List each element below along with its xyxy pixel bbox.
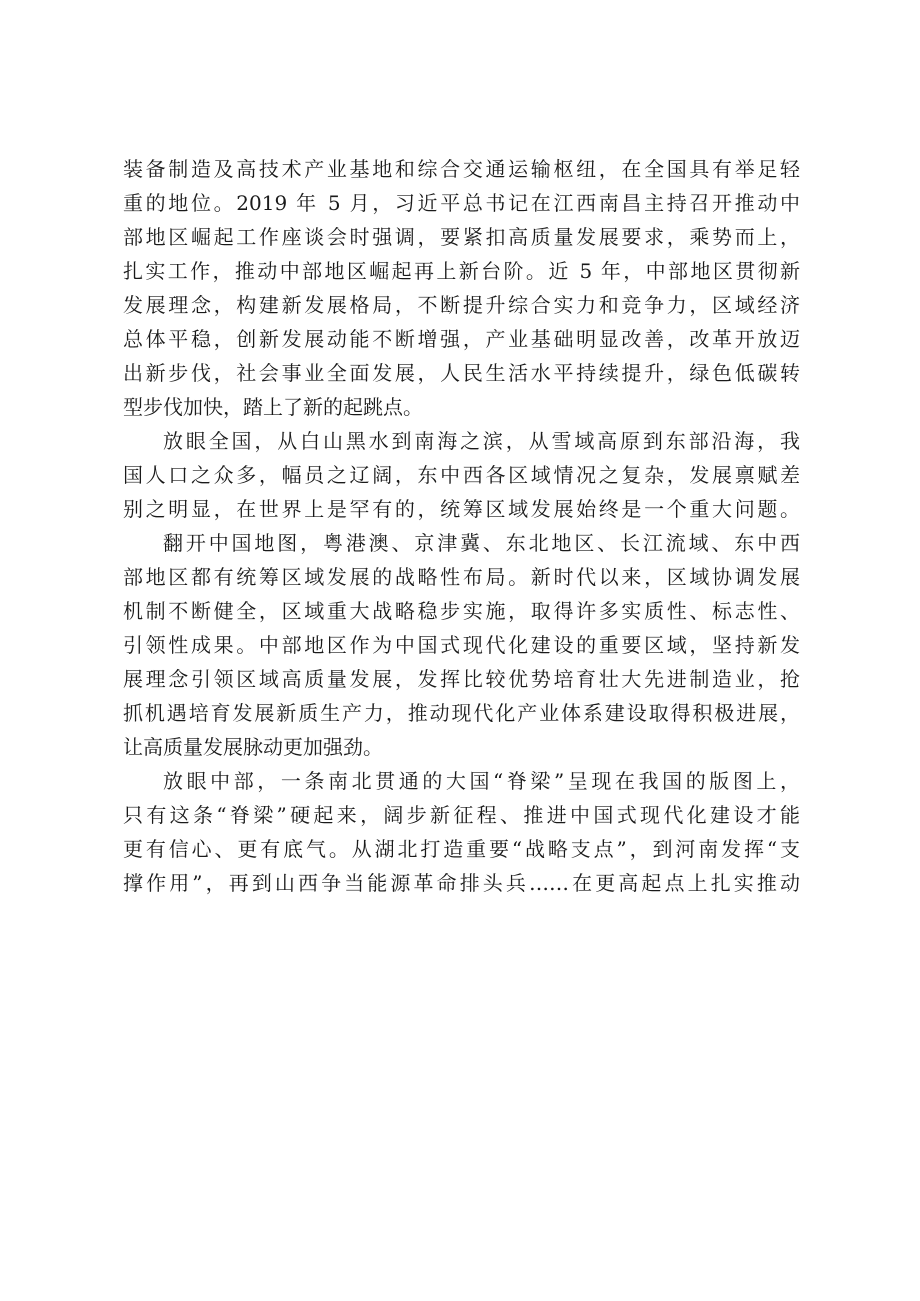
- text-line: 发展理念，构建新发展格局，不断提升综合实力和竞争力，区域经济: [123, 293, 800, 317]
- paragraph-1: [123, 152, 800, 424]
- text-line: 让高质量发展脉动更加强劲。: [123, 735, 383, 759]
- text-line: 总体平稳，创新发展动能不断增强，产业基础明显改善，改革开放迈: [123, 327, 800, 351]
- text-line: 装备制造及高技术产业基地和综合交通运输枢纽，在全国具有举足轻: [123, 157, 800, 181]
- text-line: 引领性成果。中部地区作为中国式现代化建设的重要区域，坚持新发: [123, 633, 800, 657]
- text-line: 展理念引领区域高质量发展，发挥比较优势培育壮大先进制造业，抢: [123, 667, 800, 691]
- text-line: 国人口之众多，幅员之辽阔，东中西各区域情况之复杂，发展禀赋差: [123, 463, 800, 487]
- text-line: 更有信心、更有底气。从湖北打造重要“战略支点”，到河南发挥“支: [123, 837, 800, 861]
- text-line: 抓机遇培育发展新质生产力，推动现代化产业体系建设取得积极进展，: [123, 701, 800, 725]
- text-line: 撑作用”，再到山西争当能源革命排头兵……在更高起点上扎实推动: [123, 871, 800, 895]
- text-line: 翻开中国地图，粤港澳、京津冀、东北地区、长江流域、东中西: [163, 531, 800, 555]
- text-line: 出新步伐，社会事业全面发展，人民生活水平持续提升，绿色低碳转: [123, 361, 800, 385]
- text-line: 只有这条“脊梁”硬起来，阔步新征程、推进中国式现代化建设才能: [123, 803, 800, 827]
- text-line: 放眼中部，一条南北贯通的大国“脊梁”呈现在我国的版图上，: [163, 769, 800, 793]
- text-line: 部地区崛起工作座谈会时强调，要紧扣高质量发展要求，乘势而上，: [123, 225, 800, 249]
- paragraph-4: [123, 764, 800, 900]
- text-line: 放眼全国，从白山黑水到南海之滨，从雪域高原到东部沿海，我: [163, 429, 800, 453]
- body-text: [123, 152, 800, 900]
- text-line: 扎实工作，推动中部地区崛起再上新台阶。近 5 年，中部地区贯彻新: [123, 259, 800, 283]
- text-line: 别之明显，在世界上是罕有的，统筹区域发展始终是一个重大问题。: [123, 497, 800, 521]
- text-line: 机制不断健全，区域重大战略稳步实施，取得许多实质性、标志性、: [123, 599, 800, 623]
- text-line: 型步伐加快，踏上了新的起跳点。: [123, 395, 423, 419]
- paragraph-3: [123, 526, 800, 764]
- text-line: 重的地位。2019 年 5 月，习近平总书记在江西南昌主持召开推动中: [123, 191, 800, 215]
- paragraph-2: [123, 424, 800, 526]
- text-line: 部地区都有统筹区域发展的战略性布局。新时代以来，区域协调发展: [123, 565, 800, 589]
